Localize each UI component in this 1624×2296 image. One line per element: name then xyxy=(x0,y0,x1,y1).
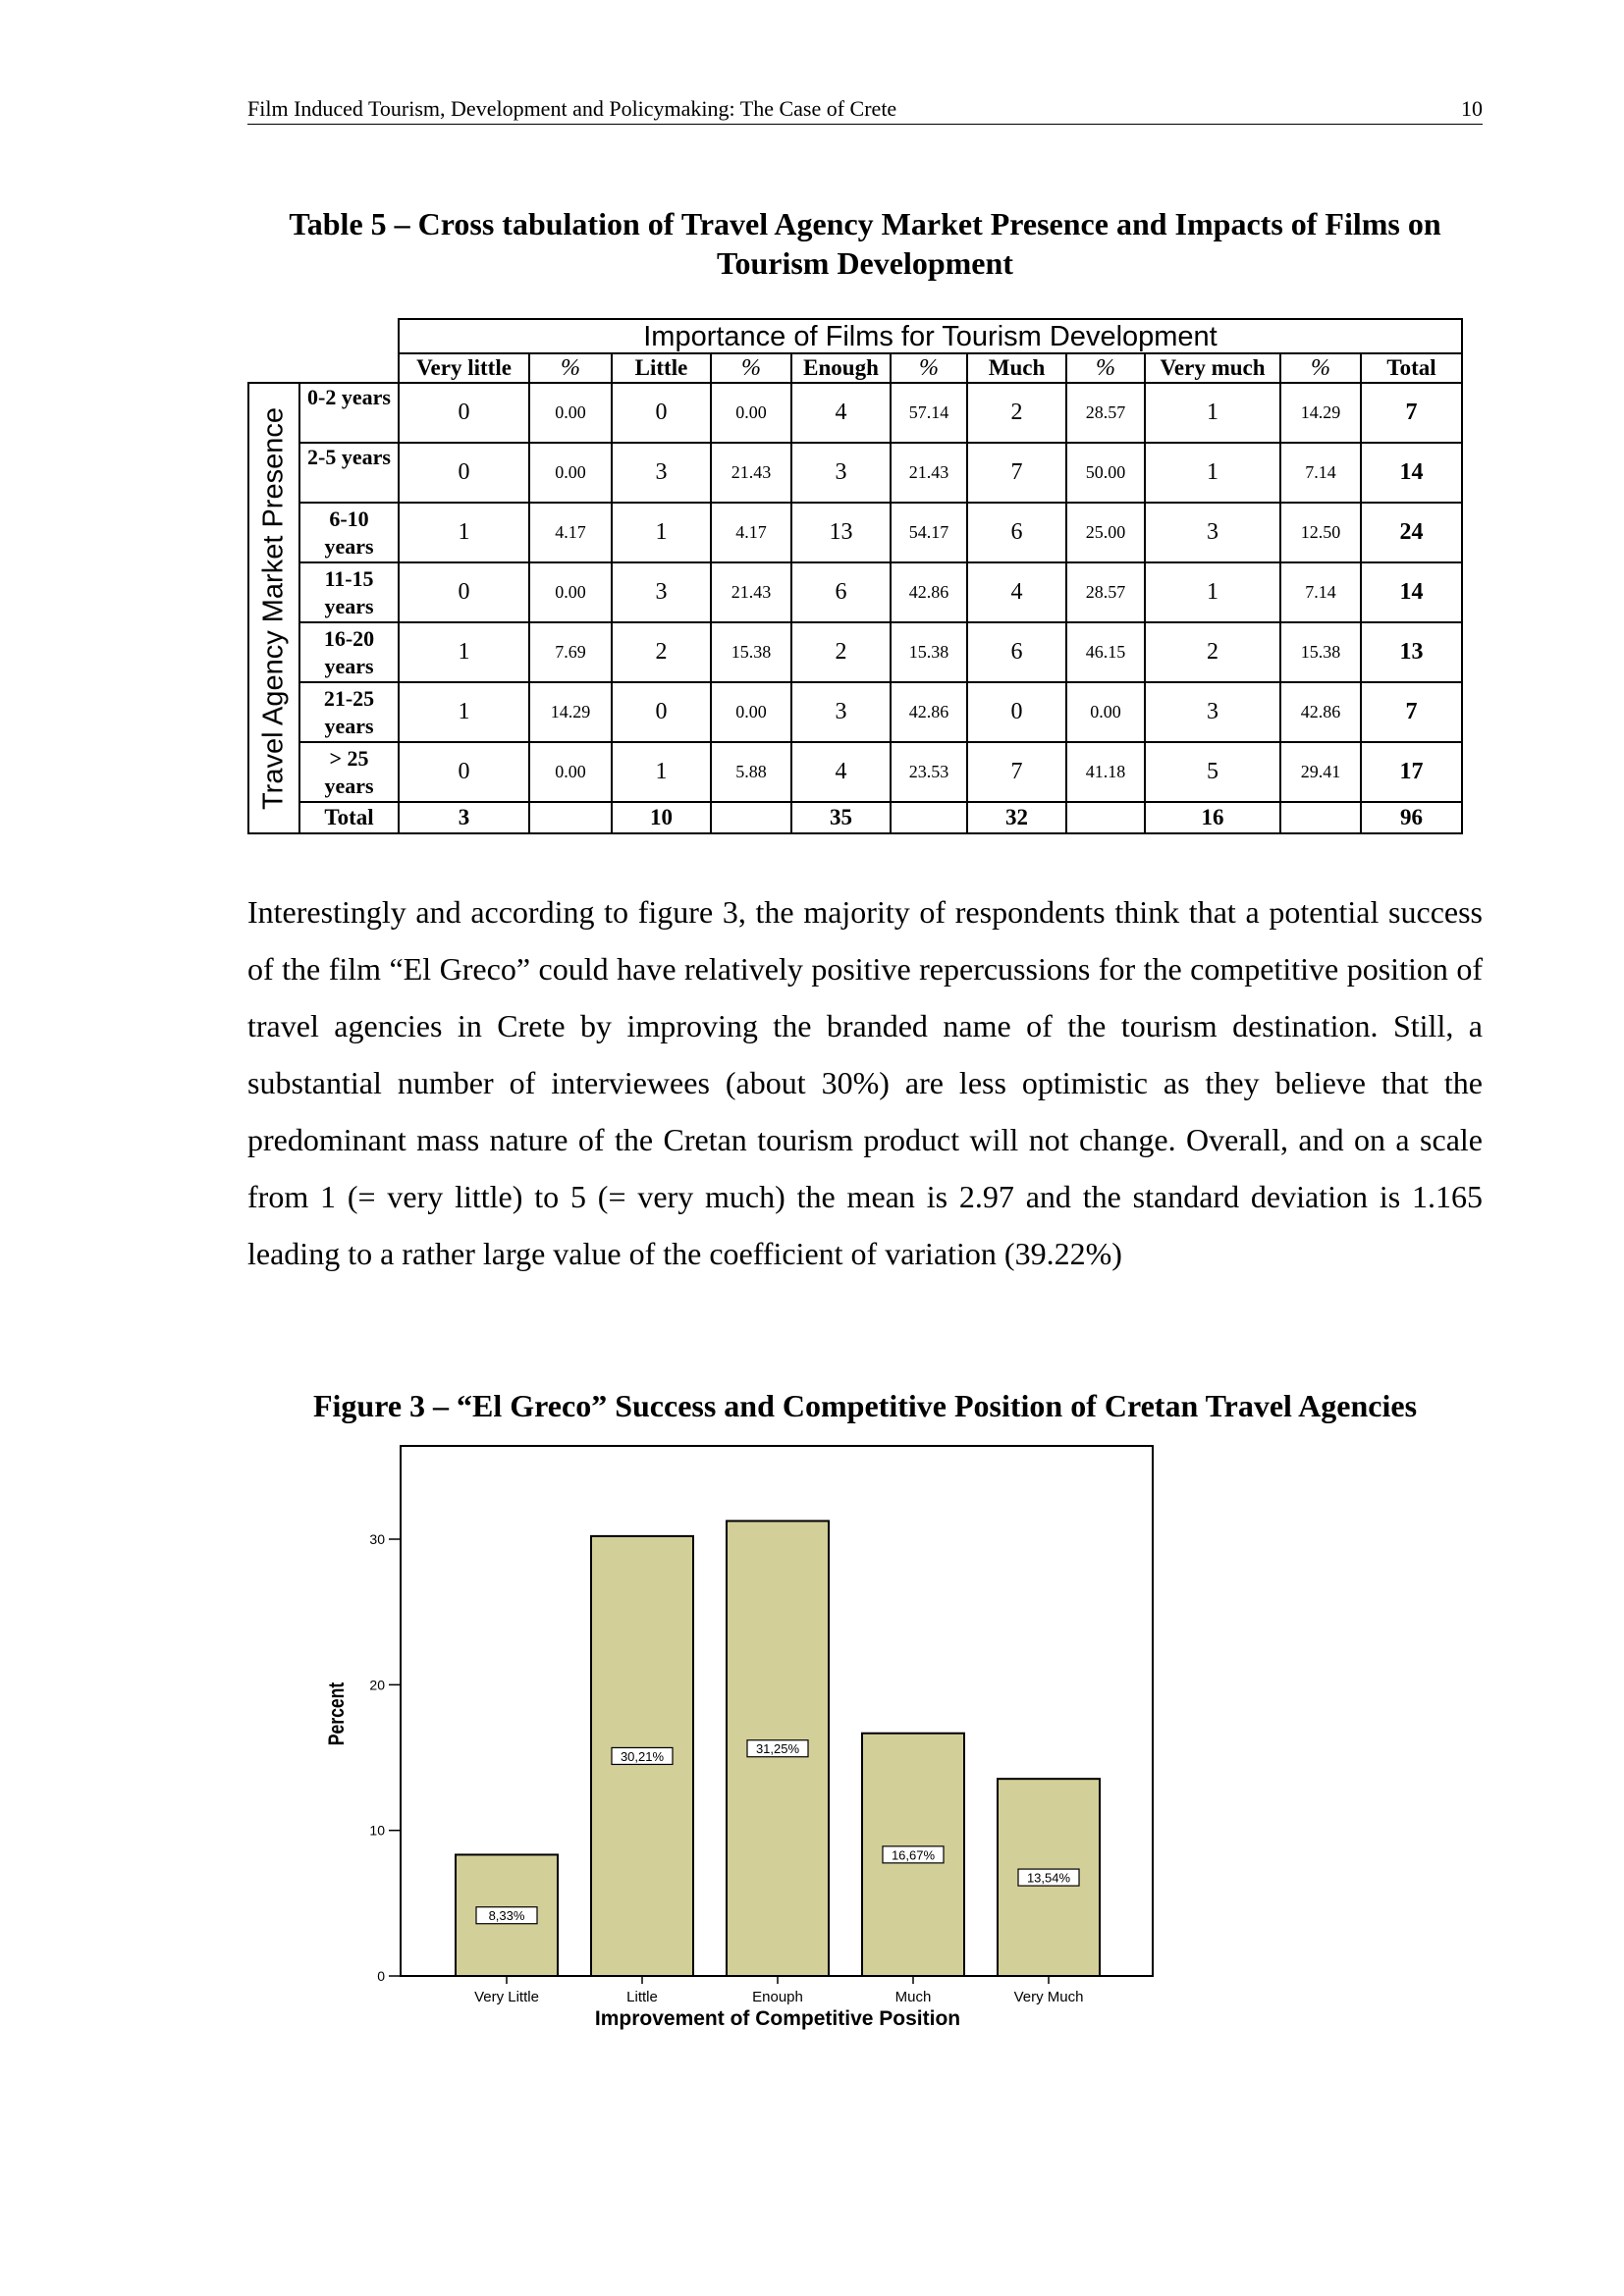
y-axis-label: Percent xyxy=(325,1682,350,1746)
column-header: % xyxy=(711,353,791,383)
total-cell: 32 xyxy=(967,802,1066,833)
column-header: Little xyxy=(612,353,711,383)
table-caption xyxy=(247,204,1483,283)
percent-cell: 7.14 xyxy=(1280,443,1361,503)
count-cell: 6 xyxy=(967,503,1066,562)
row-label-line1: 0-2 years xyxy=(307,385,391,409)
row-label xyxy=(299,383,399,443)
count-cell: 1 xyxy=(1145,383,1280,443)
cross-tabulation-table xyxy=(247,318,1463,834)
y-tick-label: 20 xyxy=(369,1677,385,1693)
column-header: Much xyxy=(967,353,1066,383)
percent-cell: 14.29 xyxy=(1280,383,1361,443)
row-label-line1: 6-10 xyxy=(329,506,369,531)
x-tick-label: Much xyxy=(894,1989,932,2005)
total-cell xyxy=(1280,802,1361,833)
percent-cell: 7.69 xyxy=(529,622,612,682)
table-row xyxy=(248,443,1462,503)
percent-cell: 0.00 xyxy=(711,383,791,443)
total-cell xyxy=(1066,802,1145,833)
percent-cell: 42.86 xyxy=(891,682,967,742)
percent-cell: 5.88 xyxy=(711,742,791,802)
count-cell: 2 xyxy=(612,622,711,682)
count-cell: 3 xyxy=(612,443,711,503)
percent-cell: 7.14 xyxy=(1280,562,1361,622)
count-cell: 1 xyxy=(612,503,711,562)
total-cell xyxy=(891,802,967,833)
count-cell: 3 xyxy=(612,562,711,622)
row-label-line2: years xyxy=(324,593,374,618)
table-caption-line1: Table 5 – Cross tabulation of Travel Agency Market Presence and Impacts of Films on xyxy=(289,206,1441,241)
row-label-line1: 21-25 xyxy=(323,685,375,711)
x-tick-label: Enouph xyxy=(752,1989,803,2005)
percent-cell: 21.43 xyxy=(711,562,791,622)
figure-caption: Figure 3 – “El Greco” Success and Competitive Position of Cretan Travel Agencies xyxy=(312,1388,1418,1423)
x-axis-label: Improvement of Competitive Position xyxy=(594,2007,961,2030)
side-label-cell xyxy=(248,383,299,833)
row-total-cell: 17 xyxy=(1361,742,1462,802)
count-cell: 6 xyxy=(967,622,1066,682)
table-caption-line2: Tourism Development xyxy=(717,245,1013,281)
count-cell: 3 xyxy=(1145,503,1280,562)
percent-cell: 41.18 xyxy=(1066,742,1145,802)
data-label: 30,21% xyxy=(620,1748,665,1764)
percent-cell: 12.50 xyxy=(1280,503,1361,562)
table-row xyxy=(248,742,1462,802)
y-tick-label: 30 xyxy=(369,1531,385,1547)
total-label: Total xyxy=(299,802,399,833)
row-total-cell: 14 xyxy=(1361,562,1462,622)
data-label: 16,67% xyxy=(891,1847,936,1863)
running-title: Film Induced Tourism, Development and Policymaking: The Case of Crete xyxy=(247,96,897,121)
count-cell: 1 xyxy=(399,682,529,742)
count-cell: 0 xyxy=(967,682,1066,742)
percent-cell: 28.57 xyxy=(1066,383,1145,443)
row-label xyxy=(299,742,399,802)
table-row xyxy=(248,682,1462,742)
paragraph-text: Interestingly and according to figure 3, the majority of respondents think that a potential success of the film “El Greco” could have relatively positive repercussions for the competitive position of travel agencies in Crete by improving the branded name of the tourism destination. Still, a substantial number of interviewees (about 30%) are less optimistic as they believe that the predominant mass nature of the Cretan tourism product will not change. Overall, and on a scale from 1 (= very little) to 5 (= very much) the mean is 2.97 and the standard deviation is 1.165 leading to a rather large value of the coefficient of variation (39.22%) xyxy=(247,894,1483,1271)
row-label-line2: years xyxy=(324,533,374,559)
percent-cell: 15.38 xyxy=(891,622,967,682)
row-total-cell: 13 xyxy=(1361,622,1462,682)
total-row xyxy=(248,802,1462,833)
count-cell: 1 xyxy=(612,742,711,802)
y-tick-label: 0 xyxy=(377,1968,385,1984)
column-header: % xyxy=(529,353,612,383)
side-label: Travel Agency Market Presence xyxy=(257,406,290,810)
y-tick-label: 10 xyxy=(369,1822,385,1839)
column-header: % xyxy=(891,353,967,383)
count-cell: 0 xyxy=(399,443,529,503)
count-cell: 3 xyxy=(791,682,891,742)
column-header: % xyxy=(1280,353,1361,383)
column-header: Very much xyxy=(1145,353,1280,383)
count-cell: 4 xyxy=(791,742,891,802)
percent-cell: 28.57 xyxy=(1066,562,1145,622)
row-label xyxy=(299,443,399,503)
x-tick-label: Little xyxy=(626,1989,658,2005)
bar-chart xyxy=(295,1423,1178,2061)
table-group-header: Importance of Films for Tourism Development xyxy=(399,319,1462,353)
count-cell: 3 xyxy=(791,443,891,503)
row-label-line1: 16-20 xyxy=(323,625,375,651)
column-header: Very little xyxy=(399,353,529,383)
data-label: 8,33% xyxy=(488,1908,525,1924)
percent-cell: 0.00 xyxy=(529,742,612,802)
x-tick-label: Very Much xyxy=(1013,1989,1084,2005)
count-cell: 2 xyxy=(1145,622,1280,682)
count-cell: 0 xyxy=(399,742,529,802)
total-cell: 35 xyxy=(791,802,891,833)
column-header: % xyxy=(1066,353,1145,383)
row-label-line1: > 25 xyxy=(329,745,369,771)
count-cell: 4 xyxy=(967,562,1066,622)
row-label xyxy=(299,562,399,622)
percent-cell: 54.17 xyxy=(891,503,967,562)
total-cell: 10 xyxy=(612,802,711,833)
row-label xyxy=(299,503,399,562)
total-cell: 16 xyxy=(1145,802,1280,833)
count-cell: 1 xyxy=(399,622,529,682)
row-label xyxy=(299,622,399,682)
row-label-line1: 2-5 years xyxy=(307,445,391,469)
percent-cell: 15.38 xyxy=(1280,622,1361,682)
percent-cell: 29.41 xyxy=(1280,742,1361,802)
count-cell: 4 xyxy=(791,383,891,443)
row-total-cell: 24 xyxy=(1361,503,1462,562)
percent-cell: 4.17 xyxy=(529,503,612,562)
table-row xyxy=(248,562,1462,622)
row-label-line1: 11-15 xyxy=(324,565,374,591)
count-cell: 2 xyxy=(967,383,1066,443)
total-cell: 3 xyxy=(399,802,529,833)
count-cell: 6 xyxy=(791,562,891,622)
row-total-cell: 7 xyxy=(1361,682,1462,742)
row-label-line2: years xyxy=(324,773,374,798)
table-row xyxy=(248,503,1462,562)
percent-cell: 0.00 xyxy=(529,383,612,443)
count-cell: 0 xyxy=(612,682,711,742)
percent-cell: 57.14 xyxy=(891,383,967,443)
count-cell: 0 xyxy=(399,383,529,443)
percent-cell: 15.38 xyxy=(711,622,791,682)
body-paragraph xyxy=(247,883,1483,1282)
percent-cell: 46.15 xyxy=(1066,622,1145,682)
percent-cell: 0.00 xyxy=(529,443,612,503)
percent-cell: 42.86 xyxy=(1280,682,1361,742)
percent-cell: 0.00 xyxy=(1066,682,1145,742)
count-cell: 1 xyxy=(1145,562,1280,622)
row-label-line2: years xyxy=(324,713,374,738)
row-label xyxy=(299,682,399,742)
row-total-cell: 7 xyxy=(1361,383,1462,443)
table-row xyxy=(248,383,1462,443)
row-total-cell: 14 xyxy=(1361,443,1462,503)
row-label-line2: years xyxy=(324,653,374,678)
count-cell: 7 xyxy=(967,443,1066,503)
count-cell: 2 xyxy=(791,622,891,682)
count-cell: 0 xyxy=(399,562,529,622)
count-cell: 0 xyxy=(612,383,711,443)
count-cell: 5 xyxy=(1145,742,1280,802)
percent-cell: 42.86 xyxy=(891,562,967,622)
percent-cell: 21.43 xyxy=(891,443,967,503)
percent-cell: 21.43 xyxy=(711,443,791,503)
running-header xyxy=(247,96,1483,125)
count-cell: 13 xyxy=(791,503,891,562)
total-cell xyxy=(711,802,791,833)
table-row xyxy=(248,622,1462,682)
percent-cell: 0.00 xyxy=(711,682,791,742)
total-cell xyxy=(529,802,612,833)
count-cell: 1 xyxy=(1145,443,1280,503)
data-label: 13,54% xyxy=(1026,1870,1071,1886)
count-cell: 7 xyxy=(967,742,1066,802)
percent-cell: 14.29 xyxy=(529,682,612,742)
percent-cell: 0.00 xyxy=(529,562,612,622)
total-cell: 96 xyxy=(1361,802,1462,833)
page-number: 10 xyxy=(1461,96,1483,121)
percent-cell: 50.00 xyxy=(1066,443,1145,503)
percent-cell: 23.53 xyxy=(891,742,967,802)
column-header: Total xyxy=(1361,353,1462,383)
percent-cell: 25.00 xyxy=(1066,503,1145,562)
column-header: Enough xyxy=(791,353,891,383)
percent-cell: 4.17 xyxy=(711,503,791,562)
count-cell: 3 xyxy=(1145,682,1280,742)
x-tick-label: Very Little xyxy=(474,1989,539,2005)
count-cell: 1 xyxy=(399,503,529,562)
data-label: 31,25% xyxy=(755,1741,800,1757)
